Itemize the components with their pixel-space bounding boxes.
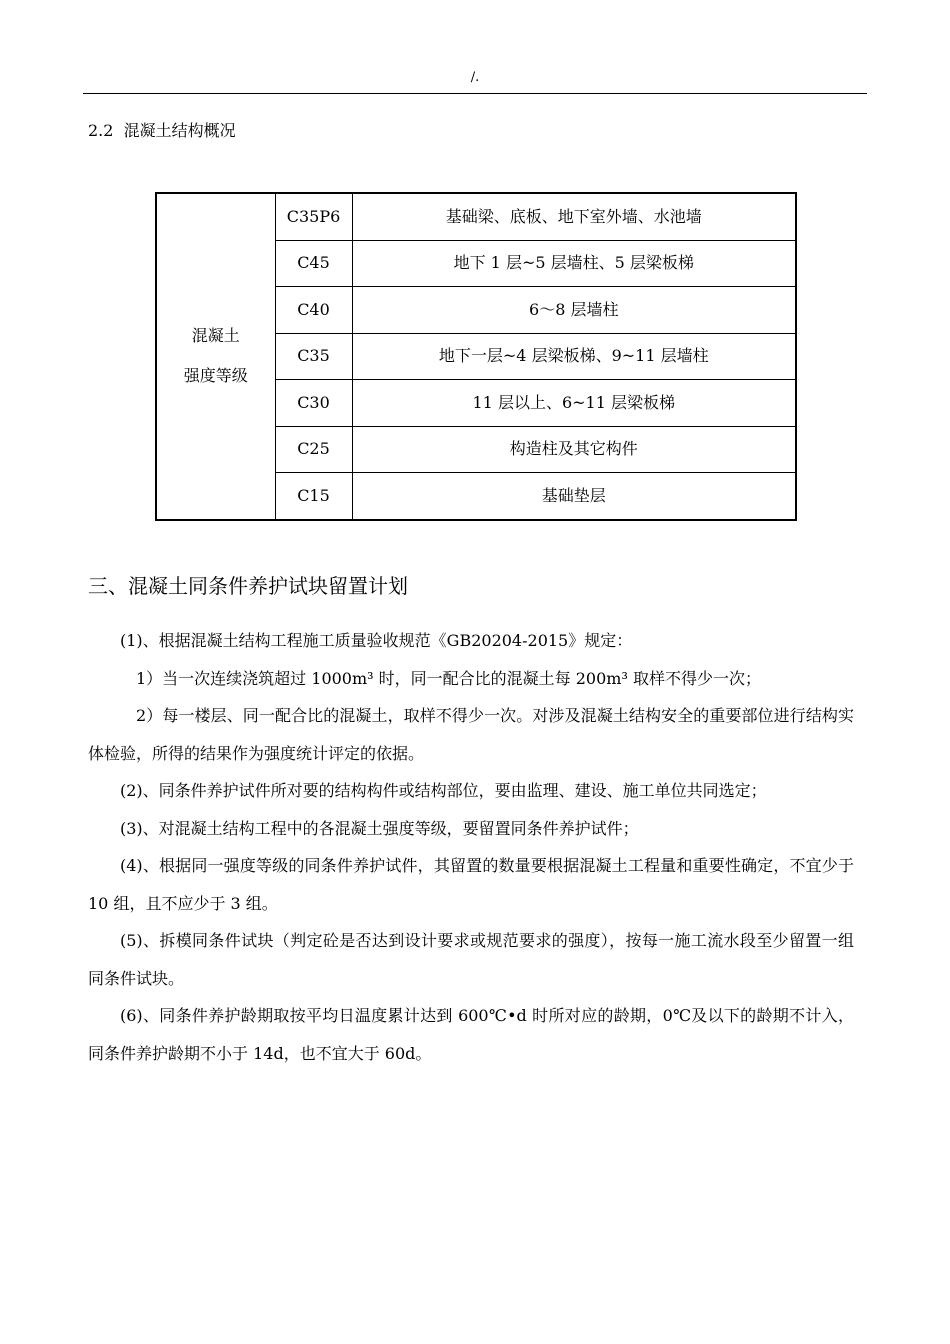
usage-cell: 基础垫层 <box>352 473 796 520</box>
grade-cell: C15 <box>275 473 352 520</box>
paragraph: (2)、同条件养护试件所对要的结构构件或结构部位，要由监理、建设、施工单位共同选定； <box>120 781 767 800</box>
paragraph: (6)、同条件养护龄期取按平均日温度累计达到 600℃•d 时所对应的龄期，0℃及以下的龄期不计入，同条件养护龄期不小于 14d，也不宜大于 60d。 <box>88 1006 854 1063</box>
table-row <box>156 193 796 240</box>
section-heading: 2.2 混凝土结构概况 <box>88 121 236 140</box>
chapter-heading: 三、混凝土同条件养护试块留置计划 <box>88 574 408 598</box>
grade-cell: C25 <box>275 426 352 473</box>
grade-cell: C45 <box>275 240 352 287</box>
concrete-grade-table <box>155 192 797 521</box>
paragraph: (5)、拆模同条件试块（判定砼是否达到设计要求或规范要求的强度），按每一施工流水段至少留置一组同条件试块。 <box>88 931 854 988</box>
body-text <box>88 622 854 1072</box>
usage-cell: 基础梁、底板、地下室外墙、水池墙 <box>352 193 796 240</box>
page-header-mark: /. <box>470 70 480 85</box>
usage-cell: 地下一层~4 层梁板梯、9~11 层墙柱 <box>352 333 796 380</box>
usage-cell: 6～8 层墙柱 <box>352 287 796 334</box>
grade-cell: C35 <box>275 333 352 380</box>
paragraph: 2）每一楼层、同一配合比的混凝土，取样不得少一次。对涉及混凝土结构安全的重要部位进行结构实体检验，所得的结果作为强度统计评定的依据。 <box>88 706 854 763</box>
header-rule <box>83 93 867 94</box>
paragraph: (3)、对混凝土结构工程中的各混凝土强度等级，要留置同条件养护试件； <box>120 818 639 838</box>
paragraph: 1）当一次连续浇筑超过 1000m³ 时，同一配合比的混凝土每 200m³ 取样不得少一次； <box>136 668 761 688</box>
grade-label-cell <box>156 193 275 520</box>
grade-label-line2: 强度等级 <box>183 366 248 386</box>
paragraph: (4)、根据同一强度等级的同条件养护试件，其留置的数量要根据混凝土工程量和重要性确定，不宜少于 10 组，且不应少于 3 组。 <box>88 856 854 913</box>
grade-cell: C35P6 <box>275 193 352 240</box>
grade-label-line1: 混凝土 <box>191 326 240 346</box>
usage-cell: 地下 1 层~5 层墙柱、5 层梁板梯 <box>352 240 796 287</box>
usage-cell: 11 层以上、6~11 层梁板梯 <box>352 380 796 427</box>
grade-cell: C40 <box>275 287 352 334</box>
usage-cell: 构造柱及其它构件 <box>352 426 796 473</box>
grade-cell: C30 <box>275 380 352 427</box>
paragraph: (1)、根据混凝土结构工程施工质量验收规范《GB20204-2015》规定： <box>120 631 633 650</box>
